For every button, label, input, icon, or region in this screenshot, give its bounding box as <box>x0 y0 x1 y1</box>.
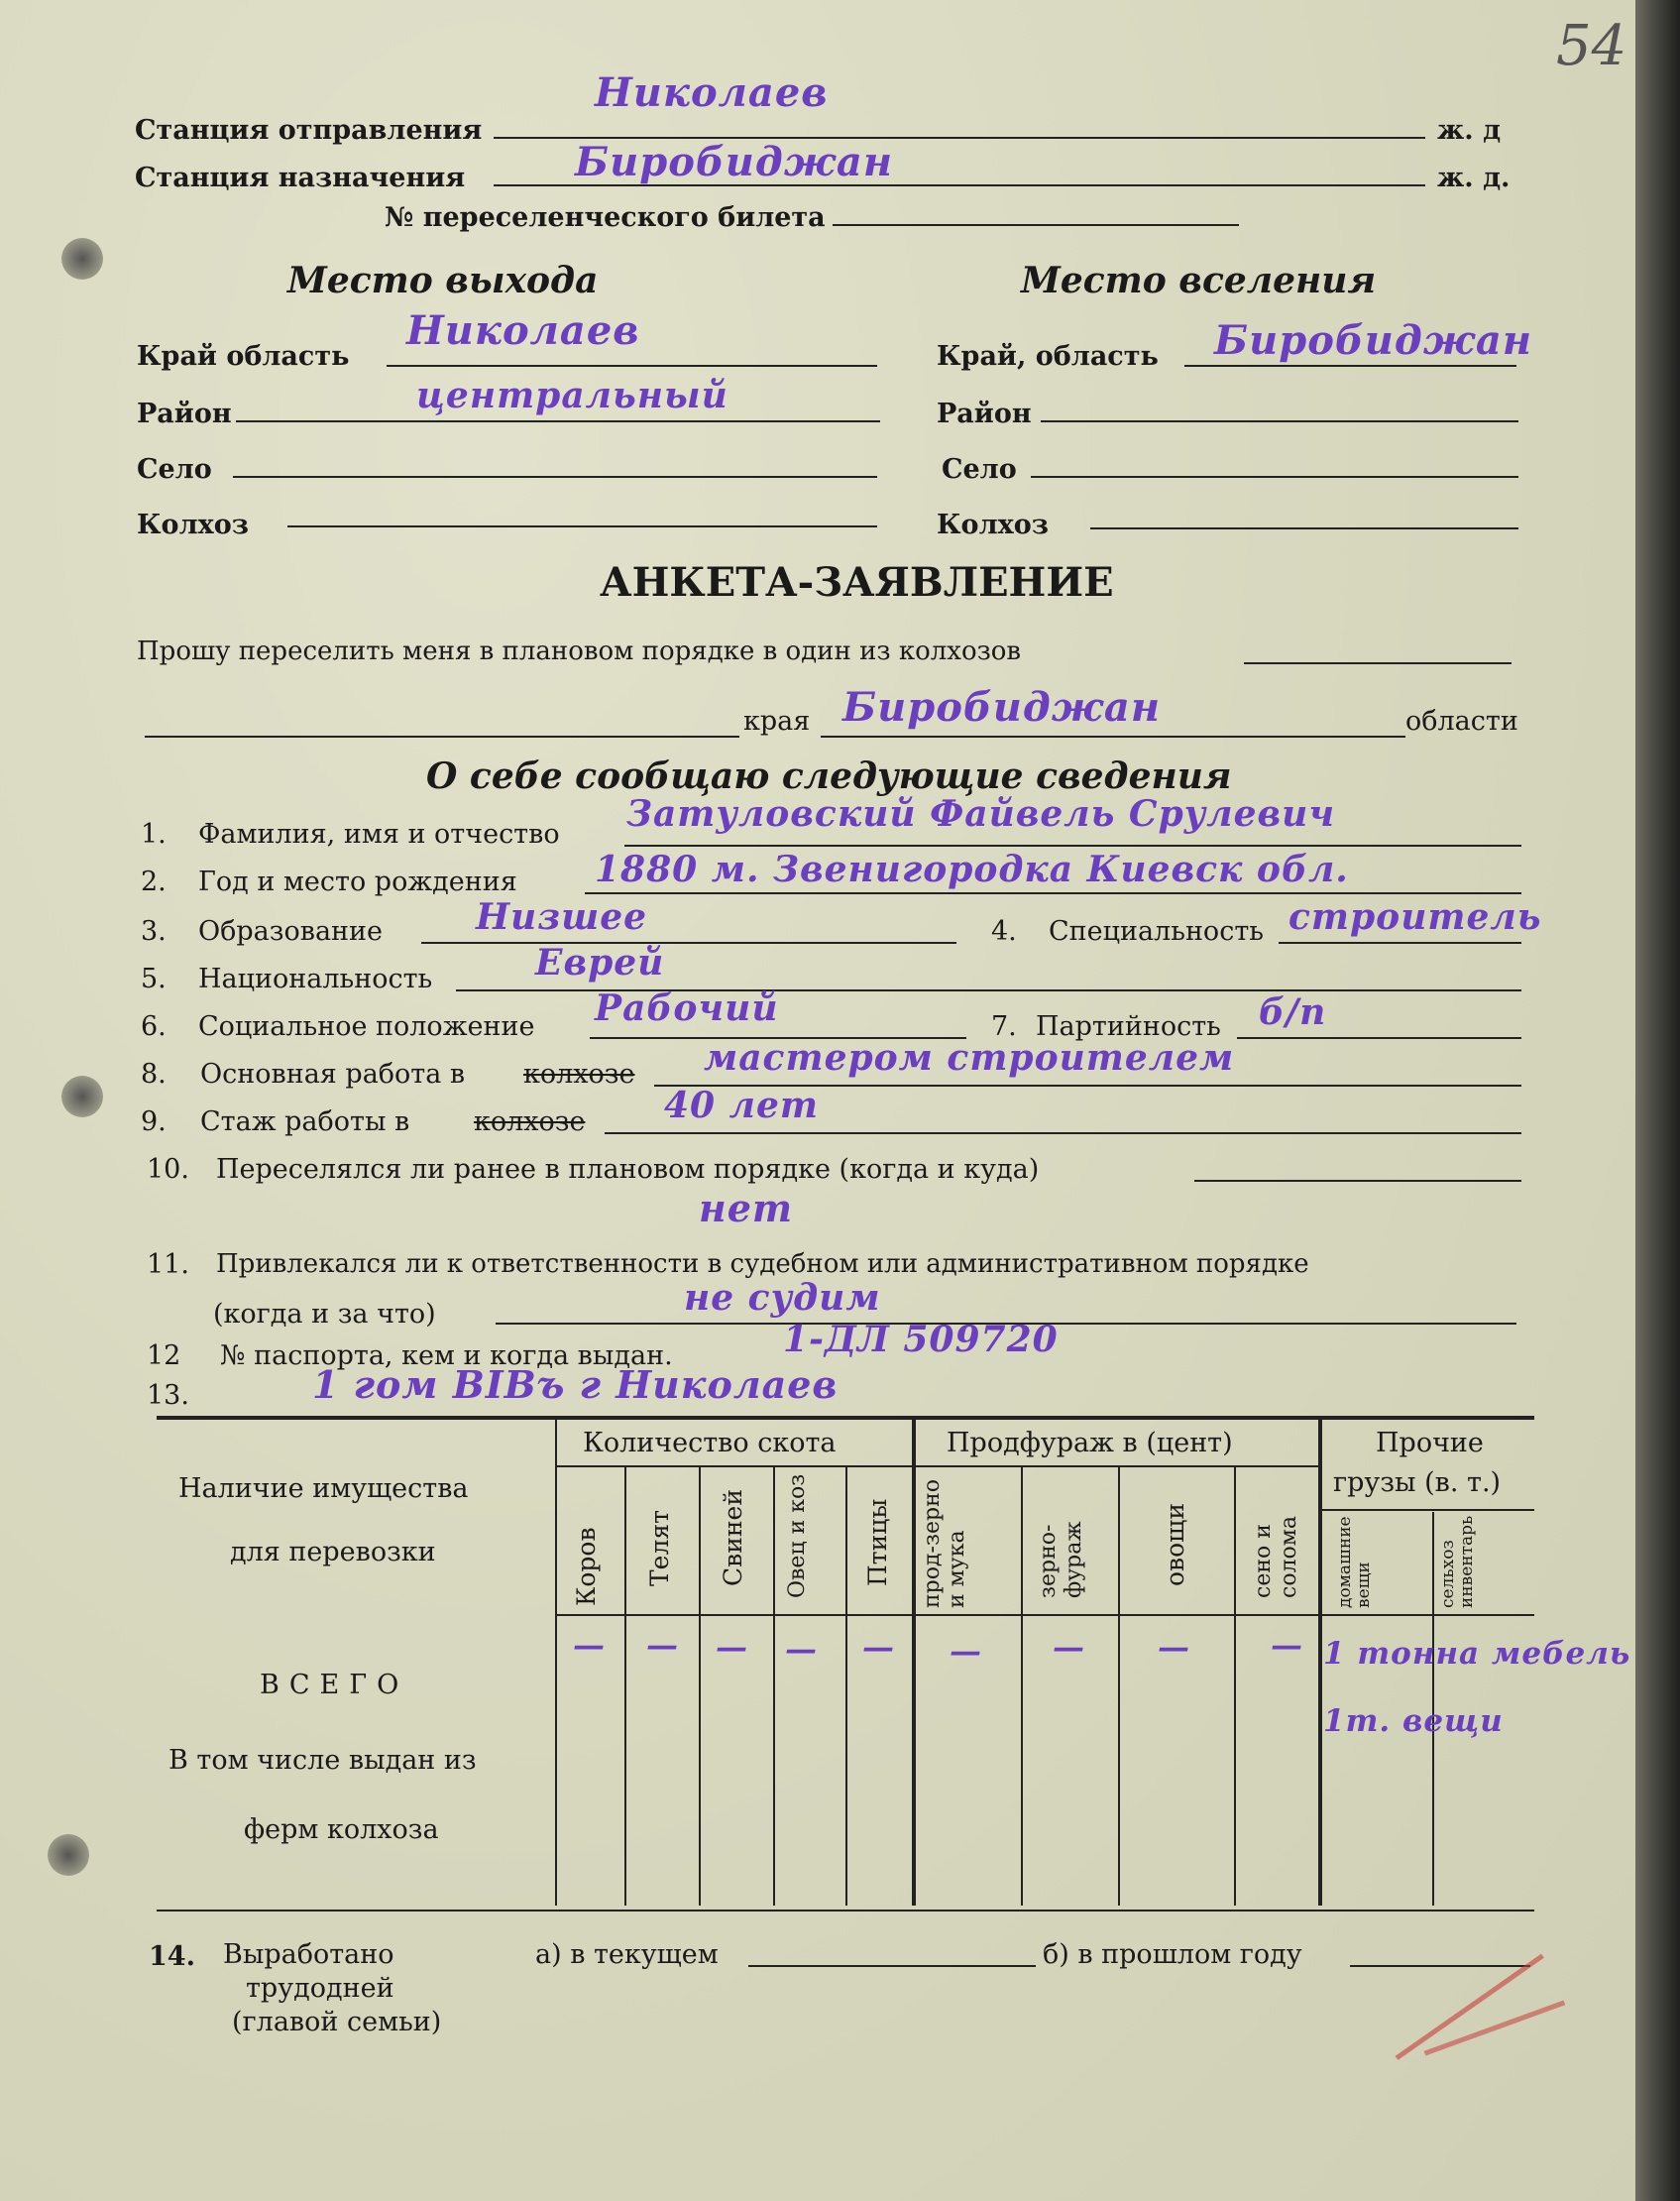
footer-current-label: а) в текущем <box>535 1939 719 1970</box>
field-1-num: 1. <box>141 819 167 850</box>
col-sheep-goats: Овец и коз <box>785 1473 810 1598</box>
origin-region-value: Николаев <box>406 307 640 354</box>
cell-vegetables: — <box>1158 1628 1190 1666</box>
departure-station-value: Николаев <box>595 69 829 116</box>
field-12-value: 1-ДЛ 509720 <box>783 1319 1059 1360</box>
departure-station-label: Станция отправления <box>135 115 483 146</box>
field-7-label: Партийность <box>1036 1011 1221 1042</box>
field-2-value: 1880 м. Звенигородка Киевск обл. <box>595 849 1349 890</box>
field-11-label-2: (когда и за что) <box>213 1299 436 1330</box>
field-13-value: 1 гом ВIВъ г Николаев <box>312 1362 839 1407</box>
field-9-value: 40 лет <box>664 1085 819 1126</box>
origin-region-label: Край область <box>137 341 350 372</box>
field-11-num: 11. <box>147 1249 189 1280</box>
cell-household-2: 1т. вещи <box>1323 1703 1504 1739</box>
field-7-num: 7. <box>991 1011 1017 1042</box>
table-row-header-1: Наличие имущества <box>178 1473 469 1504</box>
scan-edge <box>1635 0 1680 2201</box>
cell-grain: — <box>950 1632 982 1670</box>
cell-poultry: — <box>862 1628 895 1666</box>
form-title: АНКЕТА-ЗАЯВЛЕНИЕ <box>600 559 1114 606</box>
field-12-label: № паспорта, кем и когда выдан. <box>220 1340 673 1371</box>
footer-label-3: (главой семьи) <box>232 2007 442 2037</box>
field-10-num: 10. <box>147 1154 189 1185</box>
cell-hay: — <box>1271 1626 1303 1664</box>
incl-label-1: В том числе выдан из <box>168 1745 477 1776</box>
punch-hole-icon <box>61 1076 103 1117</box>
cell-cows: — <box>573 1626 606 1664</box>
field-10-value: нет <box>699 1186 794 1230</box>
page-number: 54 <box>1556 14 1627 78</box>
field-13-num: 13. <box>147 1380 189 1411</box>
cell-pigs: — <box>716 1628 748 1666</box>
field-11-value: не судим <box>684 1277 881 1319</box>
oblasti-label: области <box>1405 706 1518 737</box>
destination-region-label: Край, область <box>937 341 1159 372</box>
footer-past-label: б) в прошлом году <box>1043 1939 1302 1970</box>
punch-hole-icon <box>48 1834 89 1876</box>
cell-household-1: 1 тонна мебель <box>1323 1636 1631 1672</box>
field-10-label: Переселялся ли ранее в плановом порядке (когда и куда) <box>216 1154 1040 1185</box>
origin-village-label: Село <box>137 454 212 485</box>
group-other-1: Прочие <box>1376 1428 1484 1458</box>
field-8-num: 8. <box>141 1059 167 1090</box>
destination-title: Место вселения <box>1021 260 1377 301</box>
field-8-label: Основная работа в <box>200 1059 466 1090</box>
group-feed: Продфураж в (цент) <box>947 1428 1233 1458</box>
cell-sheep: — <box>785 1630 818 1668</box>
origin-kolkhoz-label: Колхоз <box>137 510 249 540</box>
field-5-num: 5. <box>141 964 167 994</box>
field-9-struck: колхозе <box>474 1106 586 1137</box>
field-8-value: мастером строителем <box>704 1037 1235 1079</box>
destination-district-label: Район <box>937 399 1032 429</box>
field-5-value: Еврей <box>535 942 665 984</box>
origin-title: Место выхода <box>287 260 599 301</box>
destination-village-label: Село <box>942 454 1017 485</box>
field-4-value: строитель <box>1288 896 1542 938</box>
field-6-value: Рабочий <box>595 987 779 1029</box>
field-6-num: 6. <box>141 1011 167 1042</box>
request-text: Прошу переселить меня в плановом порядке в один из колхозов <box>137 637 1022 666</box>
field-3-value: Низшее <box>476 896 648 938</box>
destination-station-value: Биробиджан <box>575 139 893 185</box>
field-2-num: 2. <box>141 867 167 897</box>
footer-num: 14. <box>149 1941 195 1972</box>
col-inventory: сельхоз инвентарь <box>1438 1515 1477 1608</box>
col-pigs: Свиней <box>719 1489 747 1586</box>
departure-suffix: ж. д <box>1437 115 1502 146</box>
group-livestock: Количество скота <box>583 1428 837 1458</box>
total-label: ВСЕГО <box>260 1670 409 1700</box>
origin-district-label: Район <box>137 399 232 429</box>
col-grain-flour: прод-зерно и мука <box>920 1479 969 1608</box>
field-4-num: 4. <box>991 916 1017 947</box>
field-3-num: 3. <box>141 916 167 947</box>
field-1-label: Фамилия, имя и отчество <box>198 819 560 850</box>
col-household: домашние вещи <box>1335 1516 1374 1608</box>
field-3-label: Образование <box>198 916 384 947</box>
destination-kolkhoz-label: Колхоз <box>937 510 1049 540</box>
field-9-label: Стаж работы в <box>200 1106 410 1137</box>
punch-hole-icon <box>61 238 103 280</box>
field-6-label: Социальное положение <box>198 1011 535 1042</box>
field-2-label: Год и место рождения <box>198 867 517 897</box>
kraya-value: Биробиджан <box>842 684 1161 731</box>
cell-fodder: — <box>1053 1628 1085 1666</box>
field-8-struck: колхозе <box>523 1059 635 1090</box>
col-poultry: Птицы <box>863 1498 892 1586</box>
about-title: О себе сообщаю следующие сведения <box>426 755 1232 797</box>
field-5-label: Национальность <box>198 964 433 994</box>
field-11-label: Привлекался ли к ответственности в судебном или административном порядке <box>216 1249 1309 1279</box>
origin-district-value: центральный <box>416 375 728 416</box>
col-grain-fodder: зерно-фураж <box>1036 1521 1086 1598</box>
field-12-num: 12 <box>147 1340 181 1371</box>
destination-region-value: Биробиджан <box>1214 317 1532 364</box>
destination-station-label: Станция назначения <box>135 163 466 193</box>
col-cows: Коров <box>572 1527 601 1606</box>
field-7-value: б/п <box>1259 991 1327 1033</box>
field-1-value: Затуловский Файвель Срулевич <box>626 793 1336 835</box>
group-other-2: грузы (в. т.) <box>1333 1467 1502 1498</box>
col-vegetables: овощи <box>1161 1502 1189 1586</box>
destination-suffix: ж. д. <box>1437 163 1511 193</box>
col-hay-straw: сено и солома <box>1251 1515 1301 1598</box>
footer-label-1: Выработано <box>223 1939 394 1970</box>
footer-label-2: трудодней <box>246 1973 394 2004</box>
col-calves: Телят <box>645 1510 674 1586</box>
ticket-number-label: № переселенческого билета <box>385 202 826 233</box>
field-4-label: Специальность <box>1049 916 1264 947</box>
table-row-header-2: для перевозки <box>230 1537 436 1567</box>
field-9-num: 9. <box>141 1106 167 1137</box>
cell-calves: — <box>646 1626 679 1664</box>
kraya-label: края <box>743 706 811 737</box>
incl-label-2: ферм колхоза <box>244 1814 439 1845</box>
